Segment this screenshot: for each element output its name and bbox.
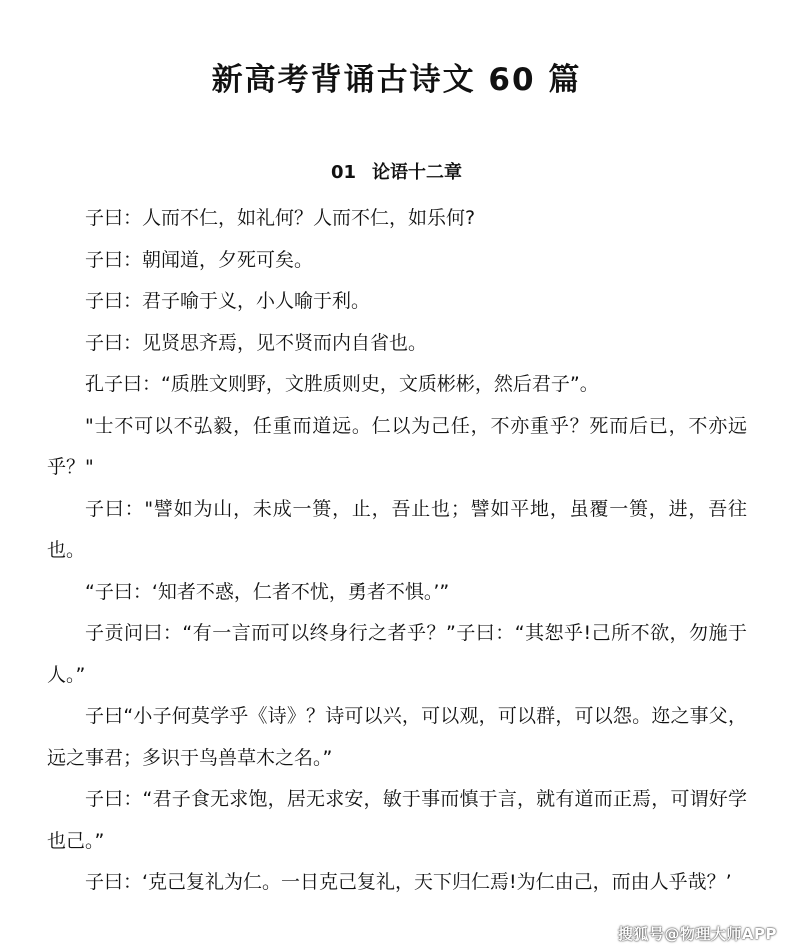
body-text (47, 198, 747, 904)
watermark: 搜狐号@物理大师APP (617, 925, 777, 943)
paragraph: 子曰：朝闻道，夕死可矣。 (85, 248, 314, 271)
paragraph: 子曰“小子何莫学乎《诗》？诗可以兴，可以观，可以群，可以怨。迩之事父，远之事君；多识于鸟兽草木之名。” (47, 705, 747, 769)
paragraph: 孔子曰：“质胜文则野，文胜质则史，文质彬彬，然后君子”。 (85, 373, 599, 395)
document-title: 新高考背诵古诗文 60 篇 (211, 62, 582, 98)
section-heading (0, 158, 793, 188)
paragraph: 子曰：“君子食无求饱，居无求安，敏于事而慎于言，就有道而正焉，可谓好学也己。” (47, 788, 747, 852)
paragraph: 子贡问曰：“有一言而可以终身行之者乎？”子曰：“其恕乎!己所不欲，勿施于人。” (47, 622, 747, 686)
paragraph: “子曰：‘知者不惑，仁者不忧，勇者不惧。’” (85, 580, 450, 603)
paragraph: 子曰：君子喻于义，小人喻于利。 (85, 290, 371, 312)
paragraph: 子曰：见贤思齐焉，见不贤而内自省也。 (85, 331, 428, 354)
paragraph: 子曰：人而不仁，如礼何？人而不仁，如乐何? (85, 207, 476, 229)
section-title: 论语十二章 (372, 162, 463, 183)
section-number: 01 (330, 162, 357, 183)
paragraph: 子曰："譬如为山，未成一篑，止，吾止也；譬如平地，虽覆一篑，进，吾往也。 (47, 497, 747, 561)
paragraph: 子曰：‘克己复礼为仁。一日克己复礼，天下归仁焉!为仁由己，而由人乎哉？’ (85, 871, 732, 893)
paragraph: "士不可以不弘毅，任重而道远。仁以为己任，不亦重乎？死而后已，不亦远乎？" (47, 414, 747, 478)
